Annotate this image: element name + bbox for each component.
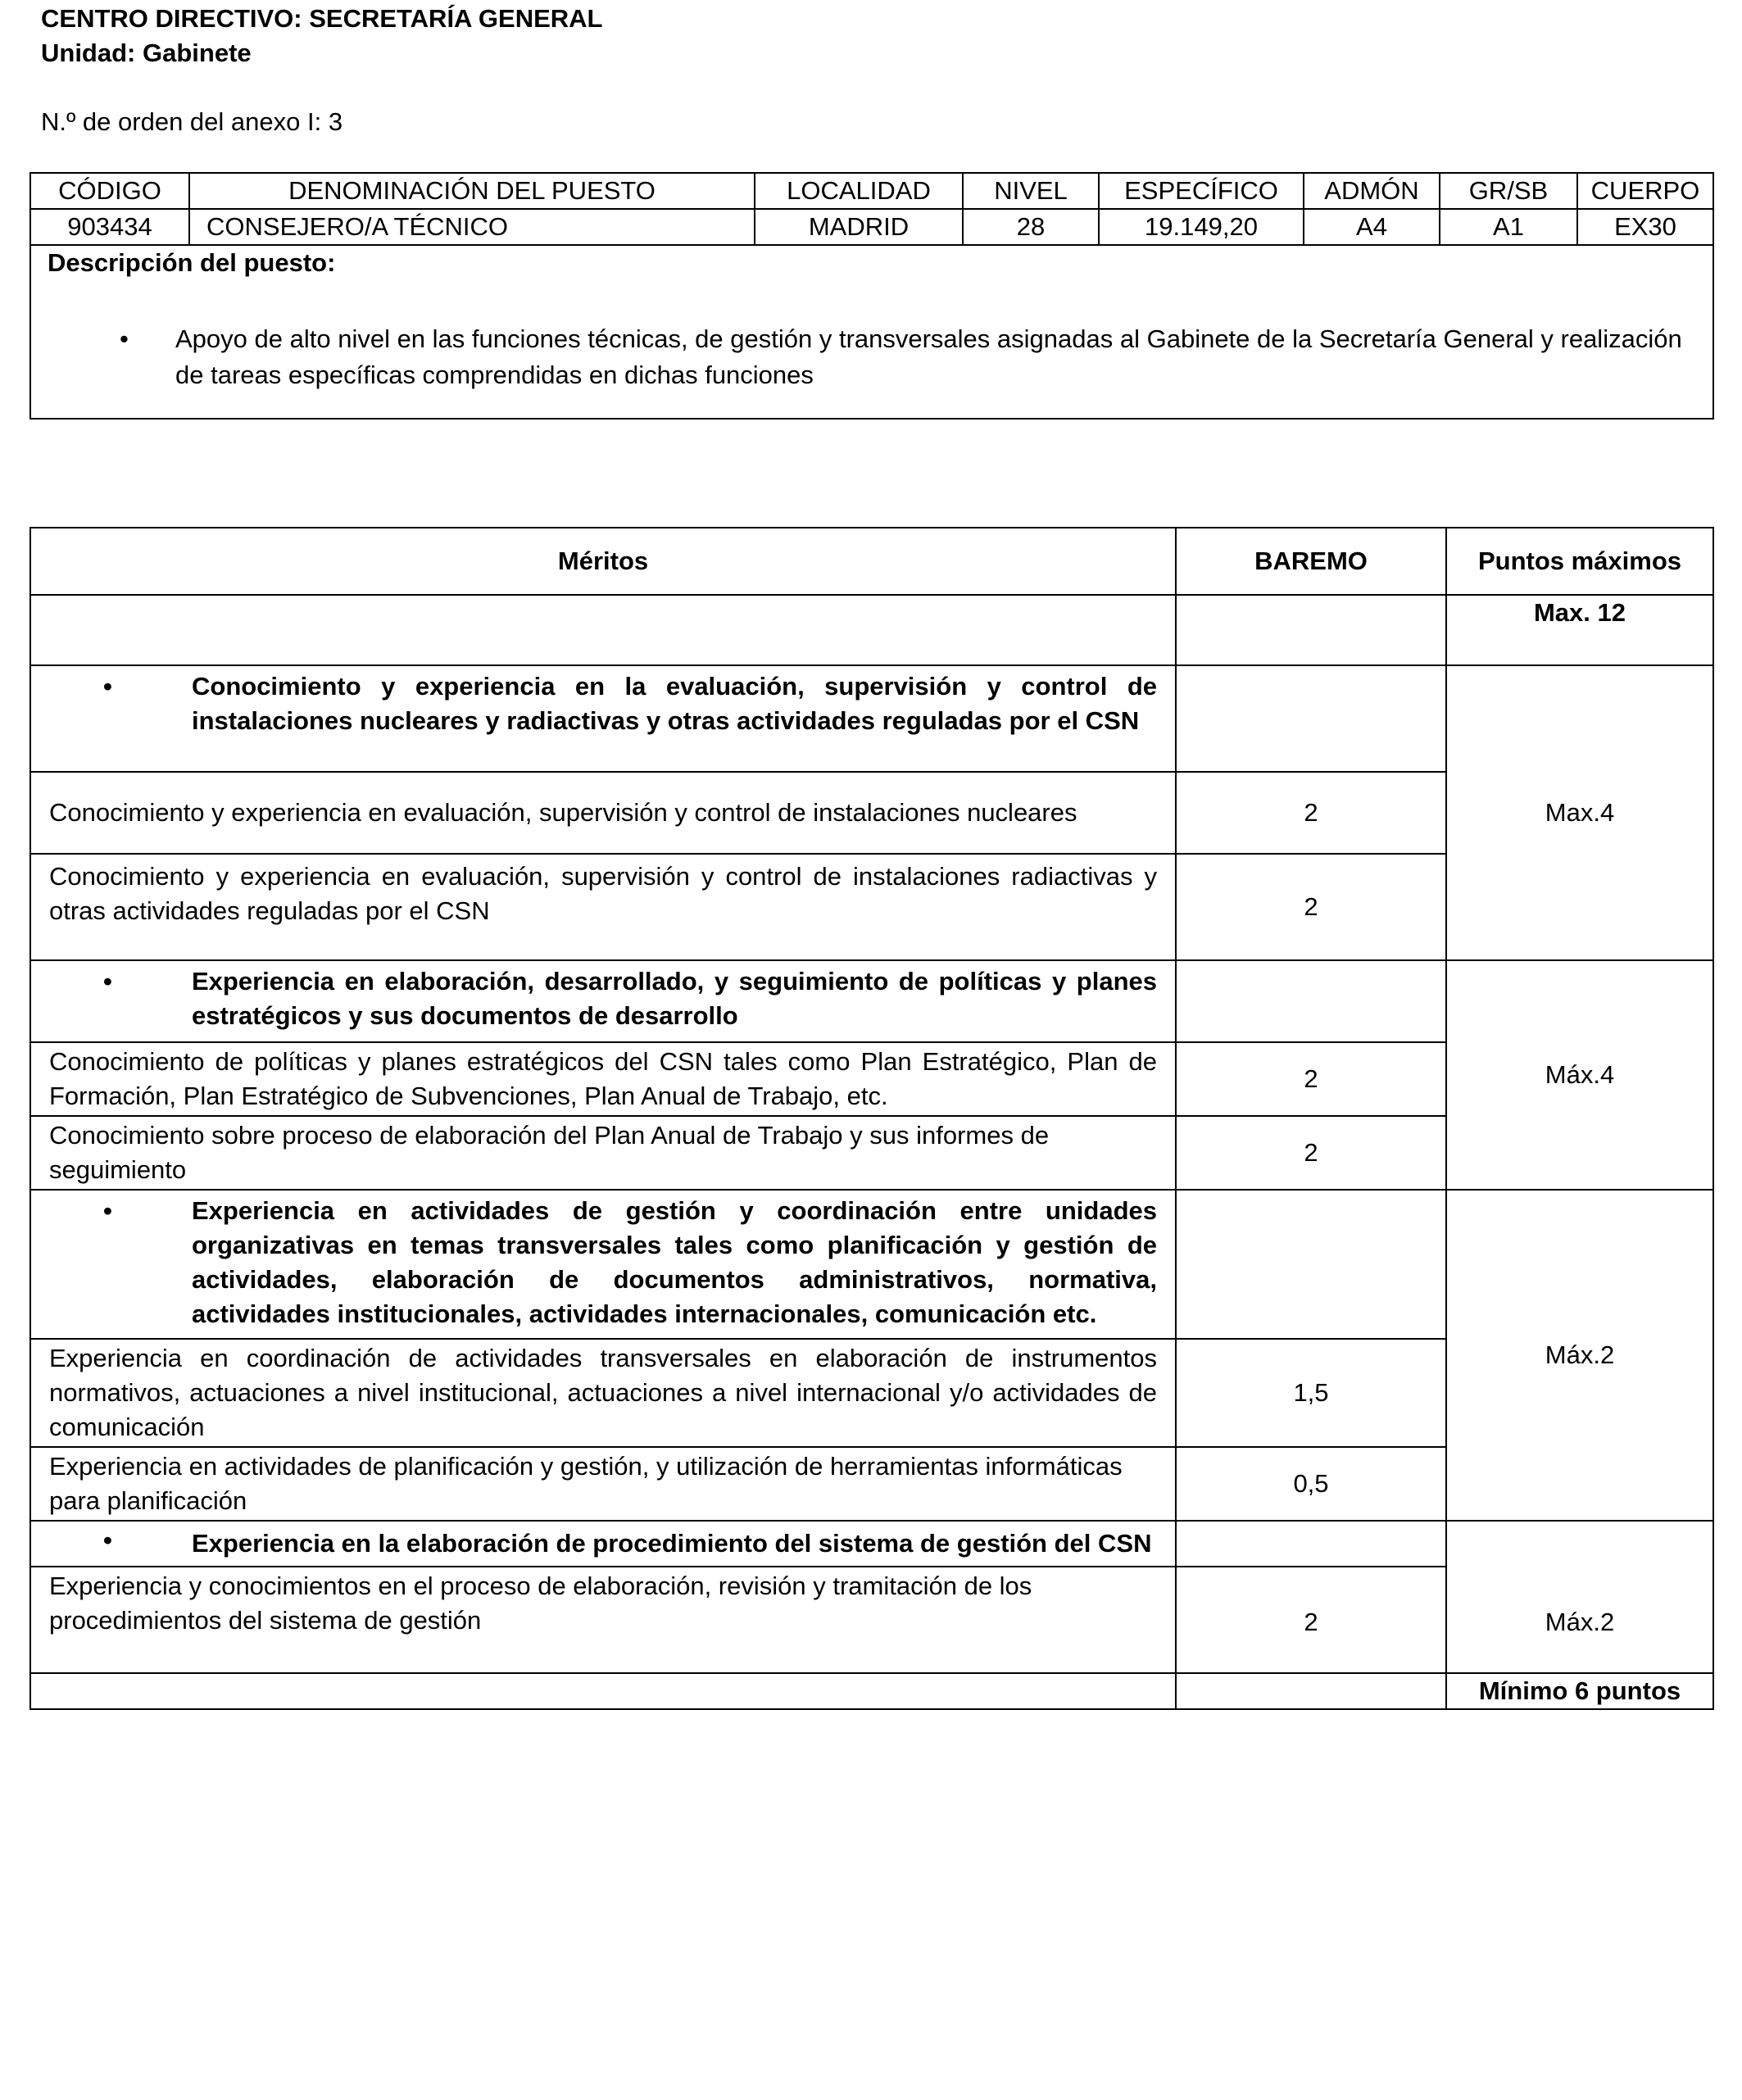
merits-table <box>29 527 1714 1710</box>
merit-item-text: Conocimiento de políticas y planes estratégicos del CSN tales como Plan Estratégico, Plan de Formación, Plan Estratégico de Subvenciones, Plan Anual de Trabajo, etc. <box>30 1042 1176 1116</box>
cell-cuerpo: EX30 <box>1577 209 1713 245</box>
group-title-row <box>30 1190 1713 1339</box>
merit-item-text: Conocimiento y experiencia en evaluación, supervisión y control de instalaciones radiactivas y otras actividades reguladas por el CSN <box>30 854 1176 960</box>
centro-directivo: CENTRO DIRECTIVO: SECRETARÍA GENERAL <box>41 4 603 33</box>
col-denominacion: DENOMINACIÓN DEL PUESTO <box>189 173 755 209</box>
col-especifico: ESPECÍFICO <box>1099 173 1304 209</box>
bullet-icon: • <box>103 672 112 701</box>
cell-localidad: MADRID <box>755 209 963 245</box>
description-bullet <box>48 321 1696 393</box>
merit-item-text: Experiencia y conocimientos en el proceso de elaboración, revisión y tramitación de los procedimientos del sistema de gestión <box>30 1567 1176 1673</box>
description-cell <box>30 245 1713 419</box>
group-title-row <box>30 665 1713 772</box>
col-meritos: Méritos <box>30 528 1176 595</box>
group-title-row <box>30 1521 1713 1567</box>
total-max-row <box>30 595 1713 665</box>
minimum-points: Mínimo 6 puntos <box>1446 1673 1713 1709</box>
cell-nivel: 28 <box>963 209 1099 245</box>
merit-item-baremo: 2 <box>1176 1042 1446 1116</box>
col-grsb: GR/SB <box>1440 173 1577 209</box>
cell-admon: A4 <box>1304 209 1440 245</box>
cell-grsb: A1 <box>1440 209 1577 245</box>
empty-cell <box>30 595 1176 665</box>
empty-cell <box>1176 1521 1446 1567</box>
job-header-row <box>30 173 1713 209</box>
merits-header-row <box>30 528 1713 595</box>
group-title: • Experiencia en la elaboración de procedimiento del sistema de gestión del CSN <box>30 1521 1176 1567</box>
empty-cell <box>1176 960 1446 1042</box>
bullet-icon: • <box>103 1526 112 1554</box>
unidad: Unidad: Gabinete <box>41 39 252 67</box>
col-localidad: LOCALIDAD <box>755 173 963 209</box>
group-title: • Conocimiento y experiencia en la evaluación, supervisión y control de instalaciones nucleares y radiactivas y otras actividades reguladas por el CSN <box>30 665 1176 772</box>
merit-item-baremo: 2 <box>1176 1567 1446 1673</box>
description-text: Apoyo de alto nivel en las funciones técnicas, de gestión y transversales asignadas al Gabinete de la Secretaría General y realización de tareas específicas comprendidas en dichas funciones <box>175 324 1682 389</box>
merit-item-text: Experiencia en coordinación de actividades transversales en elaboración de instrumentos normativos, actuaciones a nivel institucional, actuaciones a nivel internacional y/o actividades de comunicación <box>30 1339 1176 1447</box>
group-title: • Experiencia en actividades de gestión y coordinación entre unidades organizativas en temas transversales tales como planificación y gestión de actividades, elaboración de documentos administrativos, normativa, actividades institucionales, actividades internacionales, comunicación etc. <box>30 1190 1176 1339</box>
group-max: Máx.4 <box>1446 960 1713 1190</box>
col-nivel: NIVEL <box>963 173 1099 209</box>
group-max: Máx.2 <box>1446 1521 1713 1673</box>
group-title-row <box>30 960 1713 1042</box>
minimum-row <box>30 1673 1713 1709</box>
empty-cell <box>30 1673 1176 1709</box>
empty-cell <box>1176 1673 1446 1709</box>
col-baremo: BAREMO <box>1176 528 1446 595</box>
job-table <box>29 172 1714 420</box>
empty-cell <box>1176 1190 1446 1339</box>
group-max: Max.4 <box>1446 665 1713 960</box>
empty-cell <box>1176 665 1446 772</box>
cell-especifico: 19.149,20 <box>1099 209 1304 245</box>
empty-cell <box>1176 595 1446 665</box>
cell-codigo: 903434 <box>30 209 189 245</box>
numero-orden: N.º de orden del anexo I: 3 <box>41 107 343 136</box>
merit-item-text: Experiencia en actividades de planificación y gestión, y utilización de herramientas informáticas para planificación <box>30 1447 1176 1521</box>
merit-item-baremo: 2 <box>1176 854 1446 960</box>
merit-item-baremo: 2 <box>1176 1116 1446 1190</box>
group-max: Máx.2 <box>1446 1190 1713 1521</box>
bullet-icon: • <box>120 324 129 353</box>
merit-item-baremo: 2 <box>1176 772 1446 854</box>
merit-item-baremo: 1,5 <box>1176 1339 1446 1447</box>
description-title: Descripción del puesto: <box>48 248 336 277</box>
col-codigo: CÓDIGO <box>30 173 189 209</box>
col-admon: ADMÓN <box>1304 173 1440 209</box>
merit-item-text: Conocimiento sobre proceso de elaboración del Plan Anual de Trabajo y sus informes de seguimiento <box>30 1116 1176 1190</box>
group-title: • Experiencia en elaboración, desarrollado, y seguimiento de políticas y planes estratégicos y sus documentos de desarrollo <box>30 960 1176 1042</box>
total-max: Max. 12 <box>1446 595 1713 665</box>
col-cuerpo: CUERPO <box>1577 173 1713 209</box>
merit-item-text: Conocimiento y experiencia en evaluación, supervisión y control de instalaciones nucleares <box>30 772 1176 854</box>
col-puntos: Puntos máximos <box>1446 528 1713 595</box>
merit-item-baremo: 0,5 <box>1176 1447 1446 1521</box>
bullet-icon: • <box>103 1196 112 1225</box>
job-data-row <box>30 209 1713 245</box>
cell-denominacion: CONSEJERO/A TÉCNICO <box>189 209 755 245</box>
bullet-icon: • <box>103 967 112 996</box>
